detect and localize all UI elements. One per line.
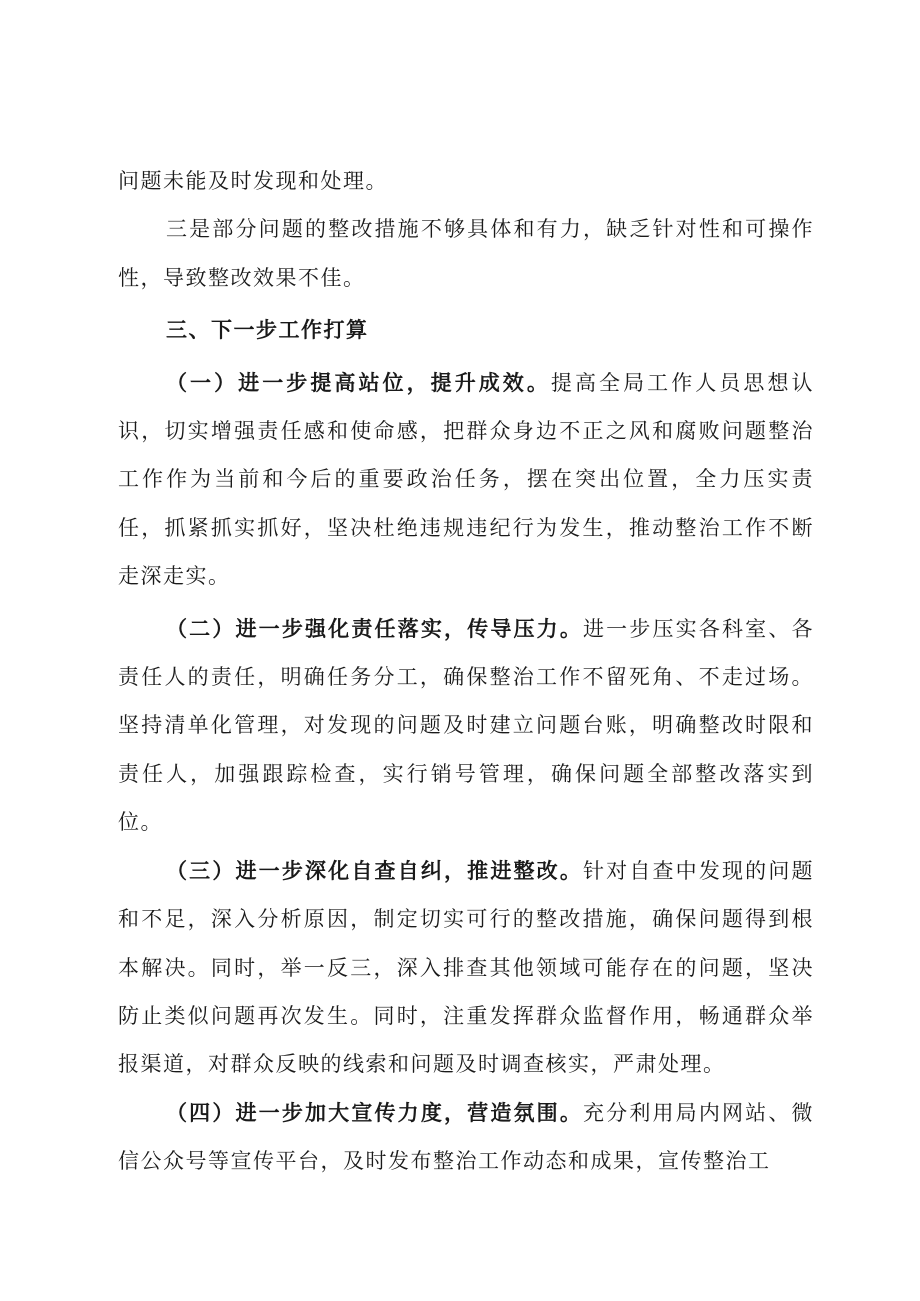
paragraph-item-2: [118, 605, 814, 847]
item-body: 针对自查中发现的问题和不足，深入分析原因，制定切实可行的整改措施，确保问题得到根本解决。同时，举一反三，深入排查其他领域可能存在的问题，坚决防止类似问题再次发生。同时，注重发挥群众监督作用，畅通群众举报渠道，对群众反映的线索和问题及时调查核实，严肃处理。: [118, 858, 814, 1077]
item-body: 充分利用局内网站、微信公众号等宣传平台，及时发布整治工作动态和成果，宣传整治工: [118, 1100, 814, 1174]
item-lead: （四）进一步加大宣传力度，营造氛围。: [166, 1100, 583, 1125]
item-body: 进一步压实各科室、各责任人的责任，明确任务分工，确保整治工作不留死角、不走过场。坚持清单化管理，对发现的问题及时建立问题台账，明确整改时限和责任人，加强跟踪检查，实行销号管理，确保问题全部整改落实到位。: [118, 616, 814, 835]
document-body: [118, 157, 814, 1186]
paragraph-issue-three: [118, 205, 814, 302]
item-lead: （二）进一步强化责任落实，传导压力。: [166, 616, 583, 641]
section-heading-text: 三、下一步工作打算: [166, 318, 369, 343]
paragraph-text: 问题未能及时发现和处理。: [118, 169, 388, 193]
item-lead: （三）进一步深化自查自纠，推进整改。: [166, 858, 583, 883]
item-lead: （一）进一步提高站位，提升成效。: [166, 370, 551, 395]
paragraph-continuation: [118, 157, 814, 205]
item-body: 提高全局工作人员思想认识，切实增强责任感和使命感，把群众身边不正之风和腐败问题整治工作作为当前和今后的重要政治任务，摆在突出位置，全力压实责任，抓紧抓实抓好，坚决杜绝违规违纪行为发生，推动整治工作不断走深走实。: [118, 370, 814, 589]
paragraph-text: 三是部分问题的整改措施不够具体和有力，缺乏针对性和可操作性，导致整改效果不佳。: [118, 217, 814, 290]
paragraph-item-3: [118, 847, 814, 1089]
paragraph-item-1: [118, 359, 814, 601]
section-heading: [118, 306, 814, 354]
paragraph-item-4: [118, 1089, 814, 1186]
